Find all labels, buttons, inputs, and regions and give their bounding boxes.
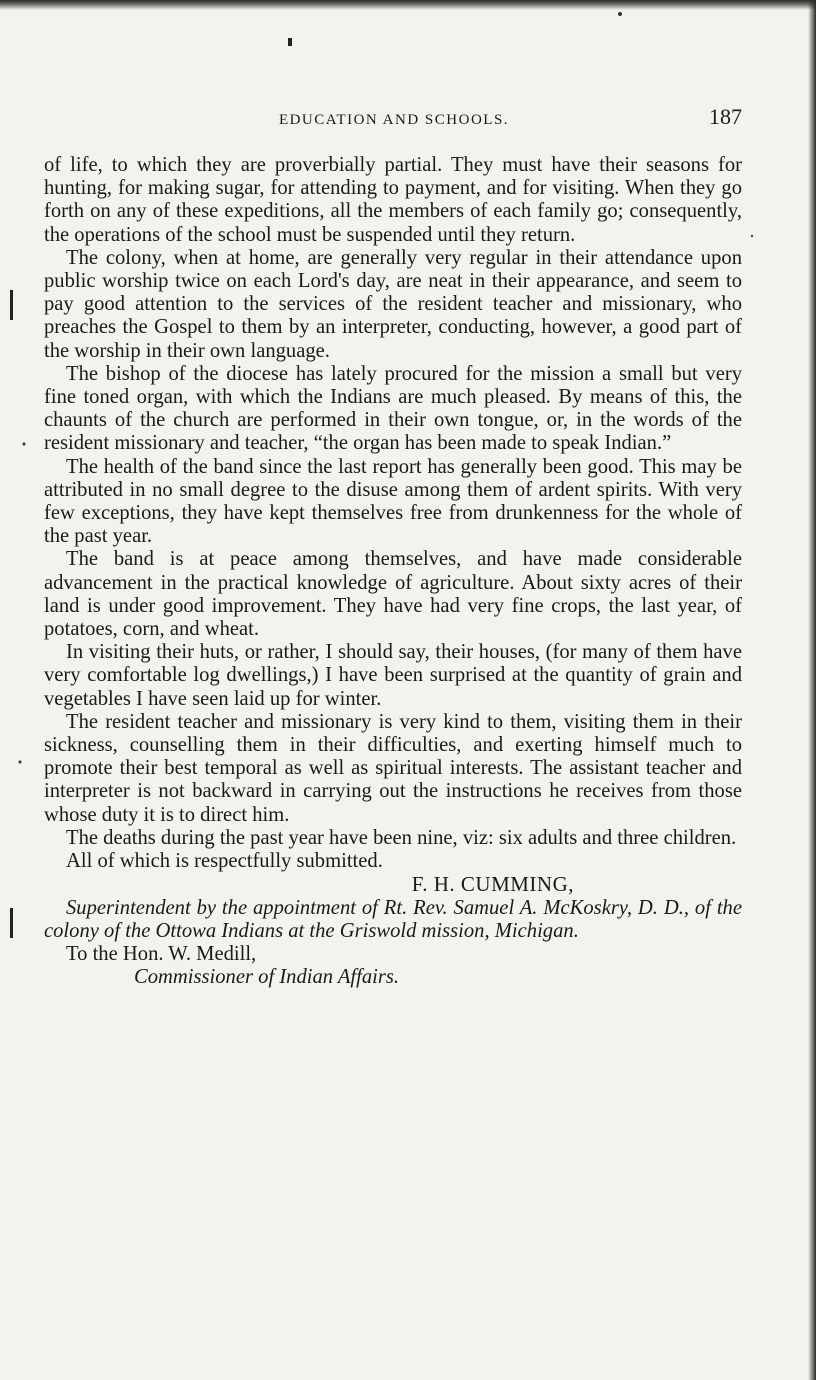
address-role: Commissioner of Indian Affairs. <box>134 966 400 989</box>
scan-top-edge <box>0 0 816 10</box>
page-header <box>44 104 744 134</box>
address-line: To the Hon. W. Medill, <box>66 942 257 965</box>
paragraph: All of which is respectfully submitted. <box>66 850 383 873</box>
paragraph: The bishop of the diocese has lately procured for the mission a small but very fine toned organ, with which the Indians are much pleased. By means of this, the chaunts of the church are performed in their own tongue, or, in the words of the resident missionary and teacher, “the organ has been made to speak Indian.” <box>44 362 742 455</box>
signature-title: Superintendent by the appointment of Rt. Rev. Samuel A. McKoskry, D. D., of the colony of the Ottowa Indians at the Griswold mission, Michigan. <box>44 896 742 942</box>
paragraph: The resident teacher and missionary is very kind to them, visiting them in their sickness, counselling them in their difficulties, and exerting himself much to promote their best temporal as well as spiritual interests. The assistant teacher and interpreter is not backward in carrying out the instructions he receives from those whose duty it is to direct him. <box>44 710 742 826</box>
running-head: EDUCATION AND SCHOOLS. <box>278 112 510 128</box>
paragraph: The health of the band since the last report has generally been good. This may be attributed in no small degree to the disuse among them of ardent spirits. With very few exceptions, they have kept themselves free from drunkenness for the whole of the past year. <box>44 455 742 548</box>
scan-right-edge <box>808 0 816 1380</box>
paragraph: of life, to which they are proverbially partial. They must have their seasons for hunting, for making sugar, for attending to payment, and for visiting. When they go forth on any of these expeditions, all the members of each family go; consequently, the operations of the school must be suspended until they return. <box>44 154 742 246</box>
signature: F. H. CUMMING, <box>411 872 574 897</box>
page-number: 187 <box>709 104 742 129</box>
paragraph: The band is at peace among themselves, and have made considerable advancement in the practical knowledge of agriculture. About sixty acres of their land is under good improvement. They have had very fine crops, the last year, of potatoes, corn, and wheat. <box>44 548 742 641</box>
paragraph: The colony, when at home, are generally very regular in their attendance upon public worship twice on each Lord's day, are neat in their appearance, and seem to pay good attention to the services of the resident teacher and missionary, who preaches the Gospel to them by an interpreter, conducting, however, a good part of the worship in their own language. <box>44 246 742 362</box>
paragraph: In visiting their huts, or rather, I should say, their houses, (for many of them have very comfortable log dwellings,) I have been surprised at the quantity of grain and vegetables I have seen laid up for winter. <box>44 641 742 710</box>
paragraph: The deaths during the past year have been nine, viz: six adults and three children. <box>66 826 737 849</box>
body-text <box>44 154 742 989</box>
